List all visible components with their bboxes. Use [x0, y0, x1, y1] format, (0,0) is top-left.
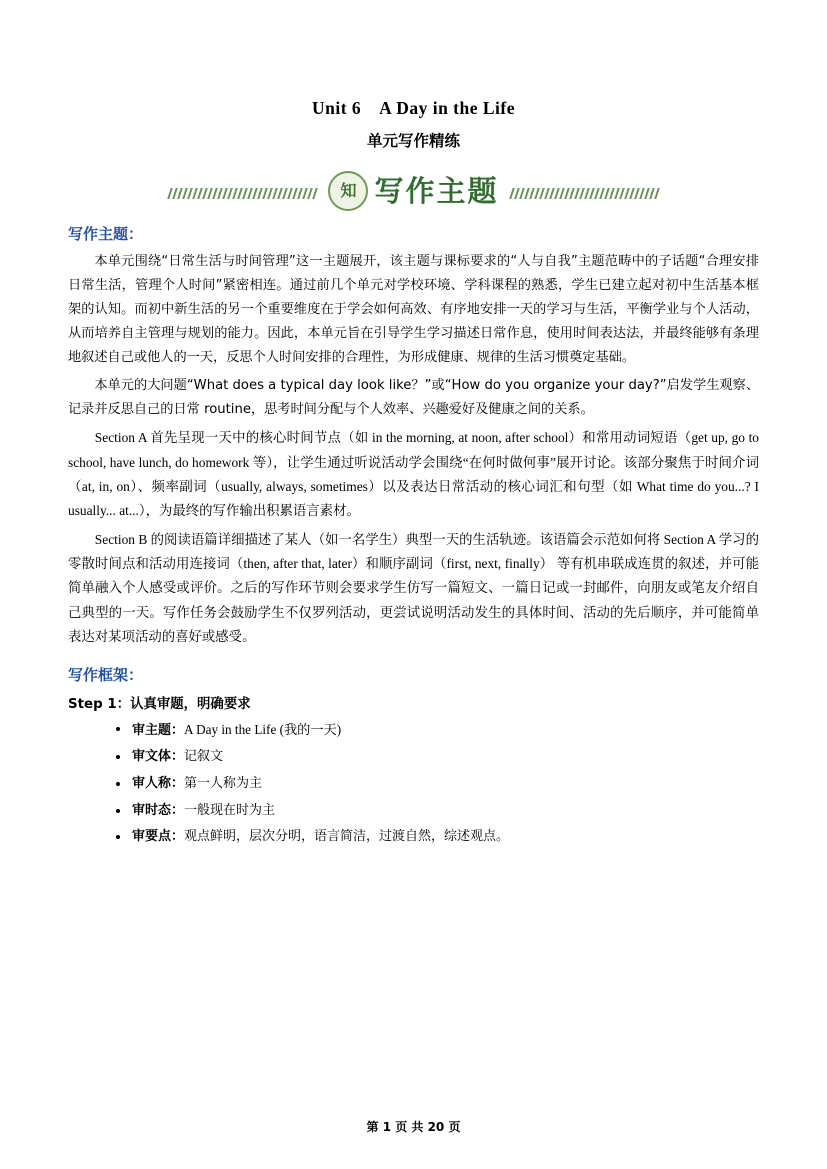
title-block	[68, 98, 759, 151]
list-item	[132, 744, 759, 771]
framework-section-label: 写作框架：	[68, 665, 144, 684]
topic-paragraph-4: Section B 的阅读语篇详细描述了某人（如一名学生）典型一天的生活轨迹。该语篇会示范如何将 Section A 学习的零散时间点和活动用连接词（then, after that, later）和顺序副词（first, next, finally） 等有机串联成连贯的叙述，并可能简单融入个人感受或评价。之后的写作环节则会要求学生仿写一篇短文、一篇日记或一封邮件，向朋友或笔友介绍自己典型的一天。写作任务会鼓励学生不仅罗列活动，更尝试说明活动发生的具体时间、活动的先后顺序，并可能简单表达对某项活动的喜好或感受。	[68, 531, 759, 645]
list-item-label: 审要点：	[132, 829, 185, 845]
list-item	[132, 771, 759, 798]
dash-decoration-right	[511, 181, 658, 201]
list-item-label: 审时态：	[132, 802, 185, 818]
topic-paragraph-3: Section A 首先呈现一天中的核心时间节点（如 in the morning, at noon, after school）和常用动词短语（get up, go to school, have lunch, do homework 等），让学生通过听说活动学会围绕“在何时做何事”展开讨论。该部分聚焦于时间介词（at, in, on）、频率副词（usually, always, sometimes）以及表达日常活动的核心词汇和句型（如 What time do you...? I usually... at...），为最终的写作输出积累语言素材。	[68, 430, 759, 519]
dash-decoration-left	[169, 181, 316, 201]
list-item-label: 审主题：	[132, 722, 185, 738]
list-item	[132, 798, 759, 825]
topic-paragraph-2: 本单元的大问题“What does a typical day look like？”或“How do you organize your day?”启发学生观察、记录并反思自己的日常 routine，思考时间分配与个人效率、兴趣爱好及健康之间的关系。	[68, 378, 759, 418]
step1-title: Step 1：认真审题，明确要求	[68, 696, 251, 712]
seal-icon: 知	[328, 171, 368, 211]
list-item-label: 审人称：	[132, 775, 185, 791]
list-item	[132, 716, 759, 745]
page-footer: 第 1 页 共 20 页	[366, 1120, 461, 1134]
step1-list	[68, 716, 759, 851]
list-item	[132, 824, 759, 851]
list-item-value: 观点鲜明，层次分明，语言简洁，过渡自然，综述观点。	[184, 829, 510, 845]
topic-banner	[68, 169, 759, 213]
page-title: Unit 6 A Day in the Life	[311, 98, 516, 118]
list-item-value: A Day in the Life (我的一天)	[184, 721, 342, 737]
topic-section-label: 写作主题：	[68, 225, 144, 243]
list-item-value: 第一人称为主	[184, 775, 263, 791]
topic-paragraph-1: 本单元围绕“日常生活与时间管理”这一主题展开，该主题与课标要求的“人与自我”主题范畴中的子话题“合理安排日常生活，管理个人时间”紧密相连。通过前几个单元对学校环境、学科课程的熟悉，学生已建立起对初中生活基本框架的认知。而初中新生活的另一个重要维度在于学会如何高效、有序地安排一天的学习与生活，平衡学业与个人活动，从而培养自主管理与规划的能力。因此，本单元旨在引导学生学习描述日常作息，使用时间表达法，并最终能够有条理地叙述自己或他人的一天，反思个人时间安排的合理性，为形成健康、规律的生活习惯奠定基础。	[68, 254, 759, 366]
list-item-label: 审文体：	[132, 749, 185, 765]
list-item-value: 一般现在时为主	[184, 802, 276, 818]
banner-center	[316, 171, 510, 211]
page-subtitle: 单元写作精练	[366, 132, 460, 150]
list-item-value: 记叙文	[184, 749, 224, 765]
banner-art-text: 写作主题	[374, 173, 499, 208]
